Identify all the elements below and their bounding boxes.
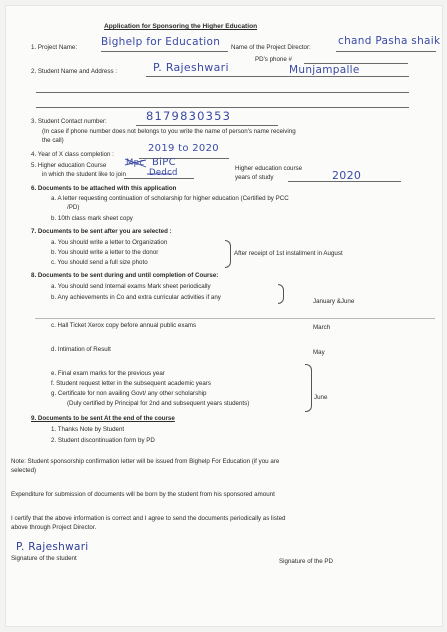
brace-icon: [225, 240, 231, 268]
director-value: chand Pasha shaik: [338, 35, 441, 47]
brace-icon: [305, 364, 312, 412]
section-7-item-c: c. You should send a full size photo: [51, 259, 148, 266]
section-6-item-a: a. A letter requesting continuation of scholarship for higher education (Certified by PCC: [51, 195, 289, 202]
section-8-item-b: b. Any achievements in Co and extra curricular activities if any: [51, 294, 221, 301]
year-value: 2019 to 2020: [148, 143, 219, 154]
phone-label: PD's phone #: [255, 56, 292, 63]
certify-text: I certify that the above information is correct and I agree to send the documents periodically as listed: [11, 515, 286, 522]
section-8-item-e: e. Final exam marks for the previous year: [51, 370, 165, 377]
section-7-timing: After receipt of 1st installment in August: [234, 250, 343, 257]
section-9-item-2: 2. Student discontinuation form by PD: [51, 437, 155, 444]
project-name-label: 1. Project Name:: [31, 44, 78, 51]
student-line-3: [36, 107, 409, 108]
note-text: Note: Student sponsorship confirmation letter will be issued from Bighelp For Education (if you are: [11, 458, 280, 465]
course-label: 5. Higher education Course: [31, 162, 107, 169]
section-8-item-d: d. Intimation of Result: [51, 346, 111, 353]
section-8-ab-timing: January &June: [313, 298, 355, 305]
course-line: [124, 178, 194, 179]
course-value: BiPC: [152, 157, 176, 168]
section-7-item-a: a. You should write a letter to Organization: [51, 239, 168, 246]
director-line: [336, 51, 436, 52]
form-title: Application for Sponsoring the Higher Education: [104, 23, 258, 30]
section-6-item-a-2: /PD): [67, 204, 80, 211]
section-8-item-g: g. Certificate for non availing Govt/ any other scholarship: [51, 390, 207, 397]
student-name-value: P. Rajeshwari: [153, 61, 229, 74]
divider: [35, 318, 435, 319]
note-text-2: selected): [11, 467, 37, 474]
contact-note-2: the call): [42, 137, 64, 144]
project-name-line: [101, 51, 228, 52]
years-label: Higher education course: [235, 165, 303, 172]
years-line: [288, 181, 401, 182]
course-struck-2: Dedcd: [149, 168, 178, 178]
application-form-page: [6, 6, 442, 626]
section-8-c-timing: March: [313, 324, 331, 331]
strike-mark-icon: [124, 157, 148, 169]
section-6-item-b: b. 10th class mark sheet copy: [51, 215, 133, 222]
section-7-heading: 7. Documents to be sent after you are selected :: [31, 228, 172, 235]
student-label: 2. Student Name and Address :: [31, 68, 117, 75]
section-8-heading: 8. Documents to be sent during and until completion of Course:: [31, 272, 219, 279]
section-7-item-b: b. You should write a letter to the donor: [51, 249, 159, 256]
student-signature: P. Rajeshwari: [16, 541, 89, 553]
section-9-item-1: 1. Thanks Note by Student: [51, 426, 125, 433]
section-8-item-g-2: (Duly certified by Principal for 2nd and subsequent years students): [67, 400, 250, 407]
student-line-2: [36, 92, 409, 93]
contact-label: 3. Student Contact number:: [31, 118, 107, 125]
contact-line: [136, 125, 278, 126]
section-8-item-a: a. You should send Internal exams Mark sheet periodically: [51, 283, 211, 290]
contact-note: (In case if phone number does not belongs to you write the name of person's name receiving: [42, 128, 296, 135]
director-label: Name of the Project Director:: [231, 44, 311, 51]
section-8-d-timing: May: [313, 349, 325, 356]
section-8-item-f: f. Student request letter in the subsequent academic years: [51, 380, 211, 387]
section-8-efg-timing: June: [314, 394, 328, 401]
course-label-2: in which the student like to join: [42, 171, 126, 178]
course-struck-1: Mpc: [126, 158, 145, 168]
project-name-value: Bighelp for Education: [101, 36, 221, 48]
student-address-value: Munjampalle: [289, 64, 360, 76]
brace-icon: [278, 284, 284, 304]
certify-text-2: above through Project Director.: [11, 524, 97, 531]
section-6-heading: 6. Documents to be attached with this application: [31, 185, 177, 192]
contact-value: 8179830353: [146, 109, 232, 123]
expenditure-text: Expenditure for submission of documents will be born by the student from his sponsored amount: [11, 491, 275, 498]
section-8-item-c: c. Hall Ticket Xerox copy before annual public exams: [51, 322, 197, 329]
student-line-1: [146, 76, 409, 77]
year-label: 4. Year of X class completion :: [31, 151, 114, 158]
section-9-heading: 9. Documents to be sent At the end of the course: [31, 415, 175, 422]
pd-signature-label: Signature of the PD: [279, 558, 334, 565]
years-value: 2020: [332, 169, 362, 182]
student-signature-label: Signature of the student: [11, 555, 77, 562]
years-label-2: years of study: [235, 174, 274, 181]
